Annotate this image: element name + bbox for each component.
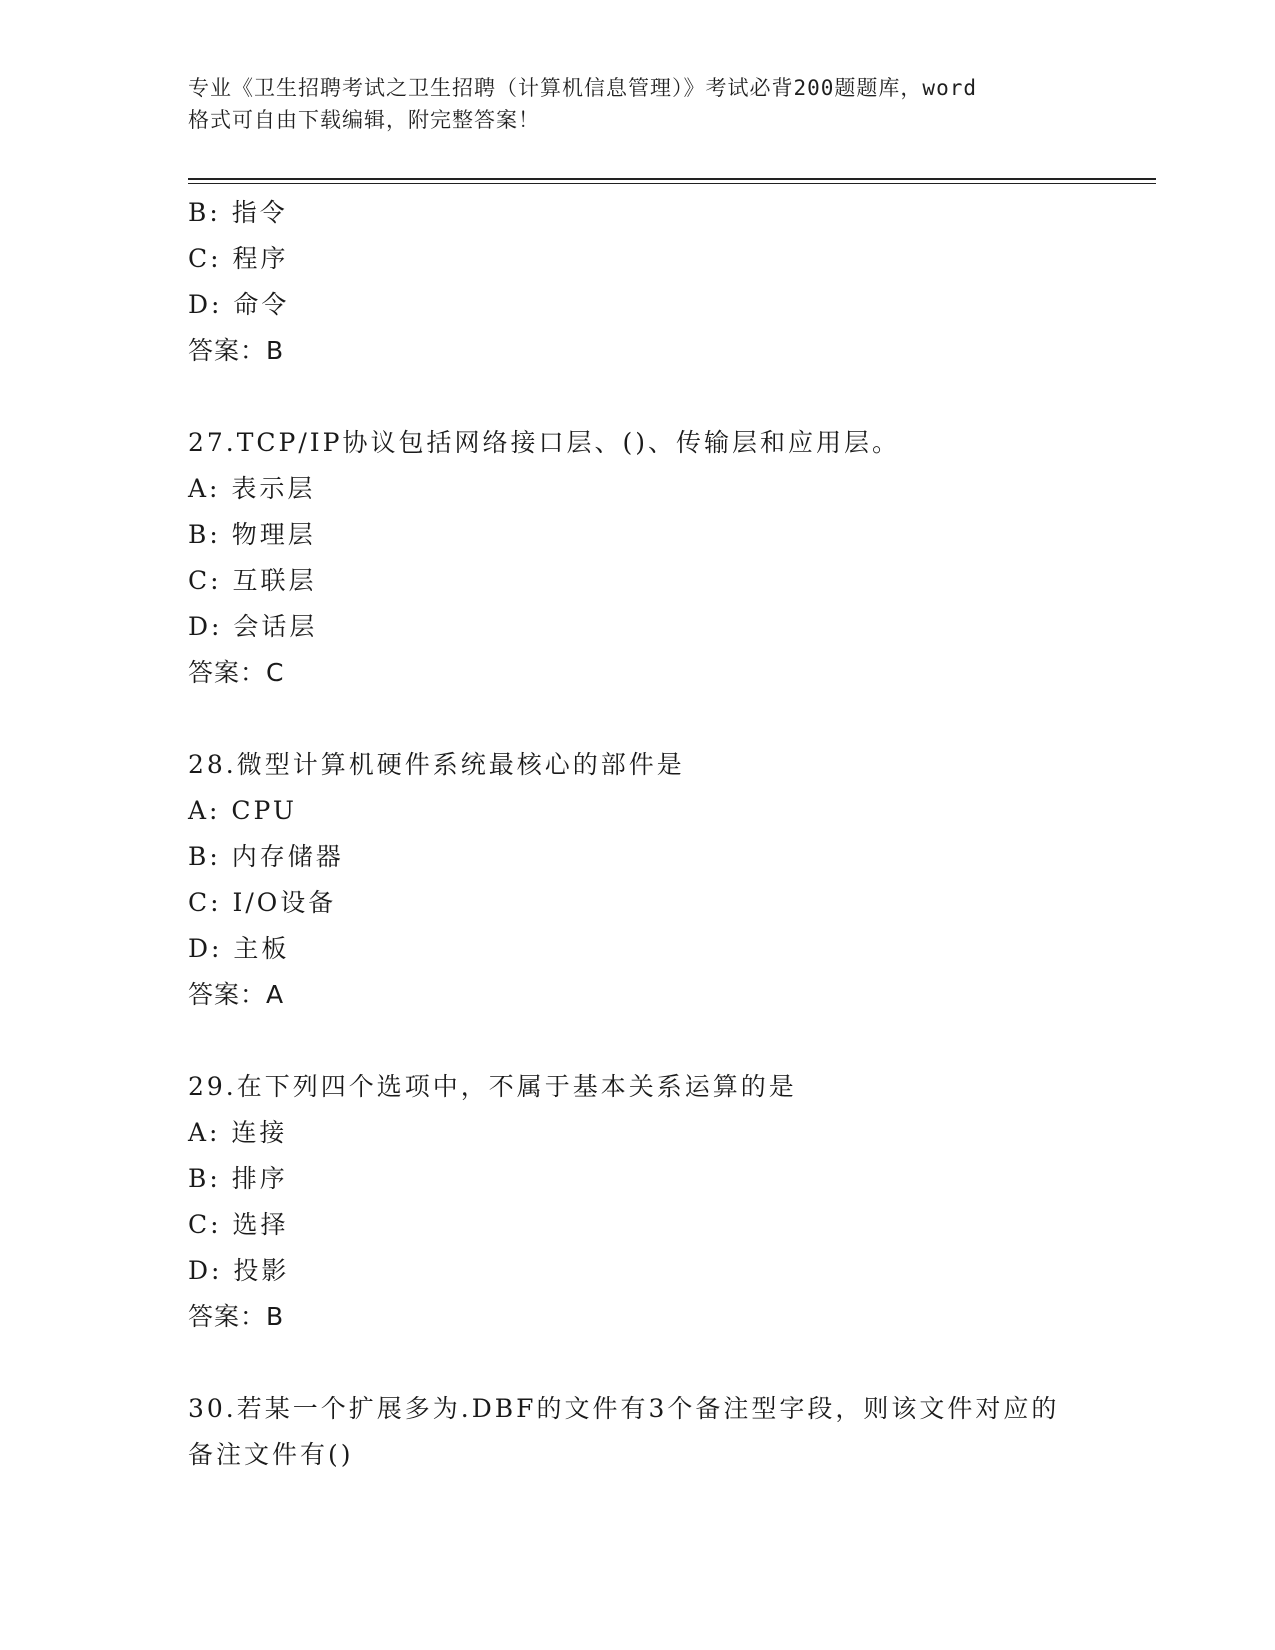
question-27 [188, 420, 1148, 696]
question-26-partial [188, 190, 1148, 374]
question-text-line-1: 30.若某一个扩展多为.DBF的文件有3个备注型字段，则该文件对应的 [188, 1394, 1060, 1423]
option-d: D: 主板 [188, 934, 290, 963]
option-c: C: I/O设备 [188, 888, 337, 917]
header-divider [188, 178, 1156, 180]
answer-label: 答案：A [188, 980, 285, 1009]
document-header [188, 72, 1088, 136]
answer-label: 答案：B [188, 336, 285, 365]
option-c: C: 选择 [188, 1210, 289, 1239]
option-d: D: 投影 [188, 1256, 290, 1285]
option-d: D: 会话层 [188, 612, 318, 641]
option-a: A: CPU [188, 796, 298, 825]
header-title-line-1: 专业《卫生招聘考试之卫生招聘（计算机信息管理）》考试必背200题题库，word [188, 76, 977, 100]
question-text-line-2: 备注文件有() [188, 1440, 354, 1469]
answer-label: 答案：C [188, 658, 285, 687]
option-c: C: 互联层 [188, 566, 317, 595]
option-a: A: 表示层 [188, 474, 316, 503]
option-c: C: 程序 [188, 244, 289, 273]
option-d: D: 命令 [188, 290, 290, 319]
question-text: 28.微型计算机硬件系统最核心的部件是 [188, 750, 685, 779]
question-list [188, 190, 1148, 1478]
option-b: B: 物理层 [188, 520, 316, 549]
question-text: 29.在下列四个选项中，不属于基本关系运算的是 [188, 1072, 797, 1101]
header-title-line-2: 格式可自由下载编辑，附完整答案！ [188, 108, 540, 132]
option-b: B: 内存储器 [188, 842, 344, 871]
question-28 [188, 742, 1148, 1018]
question-29 [188, 1064, 1148, 1340]
option-a: A: 连接 [188, 1118, 288, 1147]
answer-label: 答案：B [188, 1302, 285, 1331]
question-30 [188, 1386, 1148, 1478]
option-b: B: 指令 [188, 198, 288, 227]
option-b: B: 排序 [188, 1164, 288, 1193]
header-divider-thin [188, 183, 1156, 184]
question-text: 27.TCP/IP协议包括网络接口层、()、传输层和应用层。 [188, 428, 901, 457]
